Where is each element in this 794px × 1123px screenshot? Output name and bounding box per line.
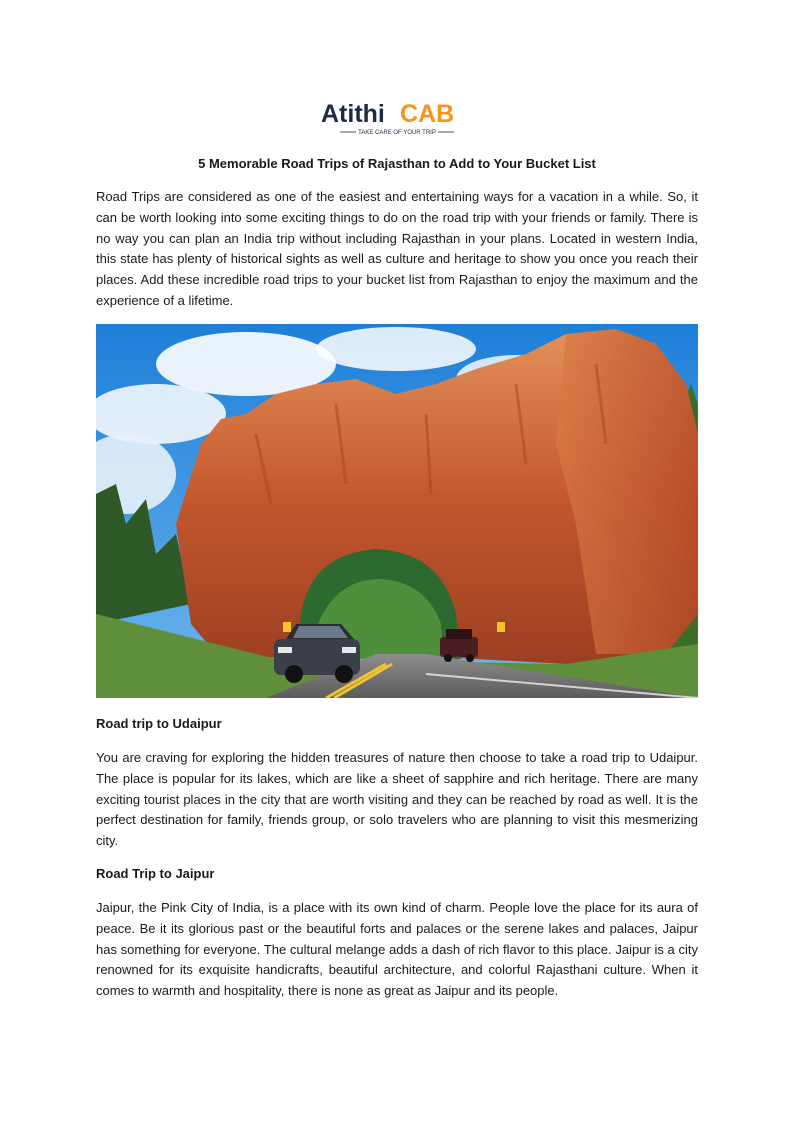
logo-tagline: TAKE CARE OF YOUR TRIP bbox=[358, 130, 436, 136]
brand-logo[interactable] bbox=[320, 96, 476, 140]
section-body-udaipur: You are craving for exploring the hidden treasures of nature then choose to take a road trip to Udaipur. The place is popular for its lakes, which are like a sheet of sapphire and rich heritage. There are many exciting tourist places in the city that are worth visiting and they can be reached by road as well. It is the perfect destination for family, friends group, or solo travelers who are planning to visit this mesmerizing city. bbox=[96, 750, 698, 849]
road-arch-photo bbox=[96, 324, 698, 698]
section-body-jaipur: Jaipur, the Pink City of India, is a place with its own kind of charm. People love the place for its aura of peace. Be it its glorious past or the beautiful forts and palaces or the serene lakes and palaces, Jaipur has something for everyone. The cultural melange adds a dash of rich flavor to this place. Jaipur is a city renowned for its exquisite handicrafts, beautiful architecture, and colorful Rajasthani culture. When it comes to warmth and hospitality, there is none as great as Jaipur and its people. bbox=[96, 900, 698, 999]
logo-text-primary: Atithi bbox=[321, 100, 385, 128]
section-heading-udaipur: Road trip to Udaipur bbox=[96, 716, 222, 731]
section-heading-jaipur: Road Trip to Jaipur bbox=[96, 866, 215, 881]
page-title: 5 Memorable Road Trips of Rajasthan to Add to Your Bucket List bbox=[198, 156, 596, 171]
intro-paragraph: Road Trips are considered as one of the easiest and entertaining ways for a vacation in a while. So, it can be worth looking into some exciting things to do on the road trip with your friends or family. There is no way you can plan an India trip without including Rajasthan in your plans. Located in western India, this state has plenty of historical sights as well as culture and heritage to show you once you reach their places. Add these incredible road trips to your bucket list from Rajasthan to enjoy the maximum and the experience of a lifetime. bbox=[96, 189, 698, 308]
logo-text-secondary: CAB bbox=[400, 100, 455, 128]
